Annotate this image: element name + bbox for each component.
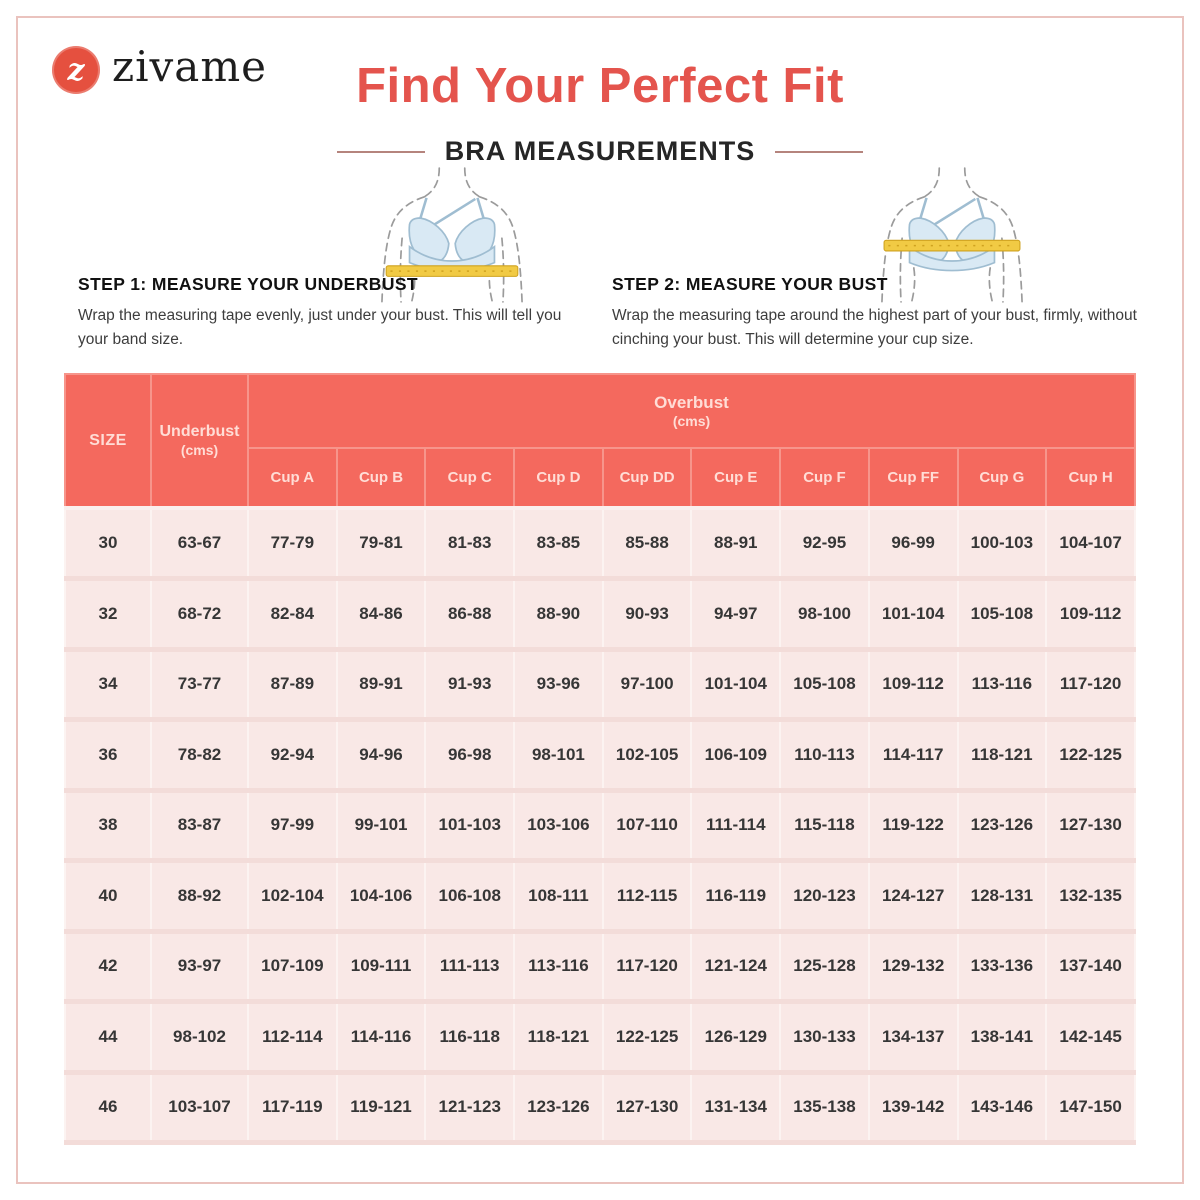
size-cell: 34	[65, 649, 151, 720]
overbust-label: Overbust	[654, 392, 729, 412]
col-header-cup: Cup D	[514, 448, 603, 508]
table-row	[65, 790, 1135, 861]
overbust-cell: 112-115	[603, 861, 692, 932]
overbust-cell: 137-140	[1046, 931, 1135, 1002]
overbust-cell: 114-117	[869, 720, 958, 791]
size-cell: 46	[65, 1072, 151, 1143]
overbust-cell: 117-120	[1046, 649, 1135, 720]
overbust-cell: 130-133	[780, 1002, 869, 1073]
size-cell: 32	[65, 579, 151, 650]
overbust-cell: 105-108	[958, 579, 1047, 650]
underbust-cell: 88-92	[151, 861, 248, 932]
overbust-cell: 129-132	[869, 931, 958, 1002]
overbust-cell: 82-84	[248, 579, 337, 650]
overbust-cell: 90-93	[603, 579, 692, 650]
overbust-cell: 106-109	[691, 720, 780, 791]
table-row	[65, 1072, 1135, 1143]
overbust-cell: 123-126	[958, 790, 1047, 861]
overbust-cell: 109-111	[337, 931, 426, 1002]
overbust-cell: 117-120	[603, 931, 692, 1002]
underbust-cell: 63-67	[151, 508, 248, 579]
overbust-cell: 121-124	[691, 931, 780, 1002]
subtitle-row	[0, 136, 1200, 167]
overbust-cell: 139-142	[869, 1072, 958, 1143]
overbust-cell: 122-125	[603, 1002, 692, 1073]
table-row	[65, 1002, 1135, 1073]
overbust-cell: 116-119	[691, 861, 780, 932]
step-2-instructions	[612, 274, 1147, 352]
col-header-cup: Cup C	[425, 448, 514, 508]
overbust-cell: 124-127	[869, 861, 958, 932]
table-row	[65, 508, 1135, 579]
col-header-cup: Cup G	[958, 448, 1047, 508]
zivame-logo-icon: z	[52, 46, 100, 94]
subtitle-divider-right	[775, 151, 863, 153]
overbust-cell: 109-112	[869, 649, 958, 720]
overbust-cell: 92-94	[248, 720, 337, 791]
underbust-cell: 83-87	[151, 790, 248, 861]
overbust-cell: 133-136	[958, 931, 1047, 1002]
size-cell: 30	[65, 508, 151, 579]
step-1-heading: STEP 1: MEASURE YOUR UNDERBUST	[78, 274, 419, 294]
overbust-cell: 103-106	[514, 790, 603, 861]
col-header-cup: Cup FF	[869, 448, 958, 508]
overbust-cell: 93-96	[514, 649, 603, 720]
overbust-cell: 84-86	[337, 579, 426, 650]
overbust-cell: 79-81	[337, 508, 426, 579]
table-row	[65, 861, 1135, 932]
overbust-cell: 142-145	[1046, 1002, 1135, 1073]
table-row	[65, 649, 1135, 720]
overbust-cell: 97-99	[248, 790, 337, 861]
col-header-overbust	[248, 374, 1135, 448]
overbust-cell: 122-125	[1046, 720, 1135, 791]
col-header-cup: Cup H	[1046, 448, 1135, 508]
overbust-cell: 113-116	[958, 649, 1047, 720]
table-body	[65, 508, 1135, 1143]
overbust-cell: 104-107	[1046, 508, 1135, 579]
overbust-cell: 113-116	[514, 931, 603, 1002]
overbust-cell: 97-100	[603, 649, 692, 720]
overbust-cell: 92-95	[780, 508, 869, 579]
underbust-cell: 103-107	[151, 1072, 248, 1143]
overbust-cell: 114-116	[337, 1002, 426, 1073]
table-row	[65, 720, 1135, 791]
size-cell: 40	[65, 861, 151, 932]
overbust-cell: 119-121	[337, 1072, 426, 1143]
overbust-cell: 91-93	[425, 649, 514, 720]
overbust-cell: 98-100	[780, 579, 869, 650]
overbust-cell: 121-123	[425, 1072, 514, 1143]
col-header-cup: Cup F	[780, 448, 869, 508]
overbust-cell: 119-122	[869, 790, 958, 861]
overbust-cell: 105-108	[780, 649, 869, 720]
col-header-cup: Cup A	[248, 448, 337, 508]
overbust-cell: 102-105	[603, 720, 692, 791]
measuring-tape-icon	[884, 240, 1020, 251]
overbust-cell: 116-118	[425, 1002, 514, 1073]
underbust-cell: 68-72	[151, 579, 248, 650]
size-cell: 42	[65, 931, 151, 1002]
overbust-cell: 104-106	[337, 861, 426, 932]
overbust-cell: 123-126	[514, 1072, 603, 1143]
overbust-cell: 109-112	[1046, 579, 1135, 650]
bra-size-table	[64, 373, 1136, 1145]
overbust-cell: 85-88	[603, 508, 692, 579]
underbust-cell: 73-77	[151, 649, 248, 720]
overbust-cell: 135-138	[780, 1072, 869, 1143]
overbust-cell: 81-83	[425, 508, 514, 579]
overbust-cell: 101-103	[425, 790, 514, 861]
overbust-unit: (cms)	[672, 412, 711, 429]
overbust-cell: 101-104	[691, 649, 780, 720]
col-header-size: SIZE	[65, 374, 151, 508]
overbust-cell: 111-113	[425, 931, 514, 1002]
col-header-cup: Cup E	[691, 448, 780, 508]
overbust-cell: 147-150	[1046, 1072, 1135, 1143]
subtitle-divider-left	[337, 151, 425, 153]
overbust-cell: 127-130	[1046, 790, 1135, 861]
overbust-cell: 108-111	[514, 861, 603, 932]
overbust-cell: 143-146	[958, 1072, 1047, 1143]
col-header-cup: Cup B	[337, 448, 426, 508]
overbust-cell: 86-88	[425, 579, 514, 650]
overbust-cell: 98-101	[514, 720, 603, 791]
size-cell: 44	[65, 1002, 151, 1073]
step-2-body: Wrap the measuring tape around the highest part of your bust, firmly, without cinching your bust. This will determine your cup size.	[612, 307, 1137, 349]
overbust-cell: 118-121	[514, 1002, 603, 1073]
overbust-cell: 111-114	[691, 790, 780, 861]
overbust-cell: 107-110	[603, 790, 692, 861]
underbust-cell: 78-82	[151, 720, 248, 791]
overbust-cell: 118-121	[958, 720, 1047, 791]
underbust-unit: (cms)	[180, 441, 219, 458]
overbust-cell: 96-98	[425, 720, 514, 791]
overbust-cell: 83-85	[514, 508, 603, 579]
size-cell: 38	[65, 790, 151, 861]
col-header-cup: Cup DD	[603, 448, 692, 508]
overbust-cell: 115-118	[780, 790, 869, 861]
overbust-cell: 127-130	[603, 1072, 692, 1143]
table-row	[65, 579, 1135, 650]
overbust-cell: 125-128	[780, 931, 869, 1002]
overbust-cell: 110-113	[780, 720, 869, 791]
page-subtitle: BRA MEASUREMENTS	[444, 136, 756, 166]
overbust-cell: 138-141	[958, 1002, 1047, 1073]
overbust-cell: 134-137	[869, 1002, 958, 1073]
overbust-cell: 107-109	[248, 931, 337, 1002]
overbust-cell: 131-134	[691, 1072, 780, 1143]
underbust-cell: 98-102	[151, 1002, 248, 1073]
overbust-cell: 128-131	[958, 861, 1047, 932]
zivame-wordmark: zivame	[112, 42, 268, 91]
overbust-cell: 77-79	[248, 508, 337, 579]
step-1-body: Wrap the measuring tape evenly, just under your bust. This will tell you your band size.	[78, 307, 562, 349]
table-header	[65, 374, 1135, 508]
overbust-cell: 106-108	[425, 861, 514, 932]
step-2-heading: STEP 2: MEASURE YOUR BUST	[612, 274, 888, 294]
underbust-cell: 93-97	[151, 931, 248, 1002]
overbust-cell: 126-129	[691, 1002, 780, 1073]
col-header-underbust	[151, 374, 248, 508]
overbust-cell: 132-135	[1046, 861, 1135, 932]
overbust-cell: 101-104	[869, 579, 958, 650]
overbust-cell: 120-123	[780, 861, 869, 932]
overbust-cell: 112-114	[248, 1002, 337, 1073]
overbust-cell: 89-91	[337, 649, 426, 720]
table-row	[65, 931, 1135, 1002]
page-title: Find Your Perfect Fit	[356, 59, 844, 113]
overbust-cell: 88-90	[514, 579, 603, 650]
size-cell: 36	[65, 720, 151, 791]
overbust-cell: 88-91	[691, 508, 780, 579]
underbust-label: Underbust	[159, 422, 240, 440]
overbust-cell: 102-104	[248, 861, 337, 932]
overbust-cell: 99-101	[337, 790, 426, 861]
overbust-cell: 87-89	[248, 649, 337, 720]
overbust-cell: 117-119	[248, 1072, 337, 1143]
step-1-instructions	[78, 274, 578, 352]
overbust-cell: 94-97	[691, 579, 780, 650]
overbust-cell: 94-96	[337, 720, 426, 791]
overbust-cell: 96-99	[869, 508, 958, 579]
overbust-cell: 100-103	[958, 508, 1047, 579]
